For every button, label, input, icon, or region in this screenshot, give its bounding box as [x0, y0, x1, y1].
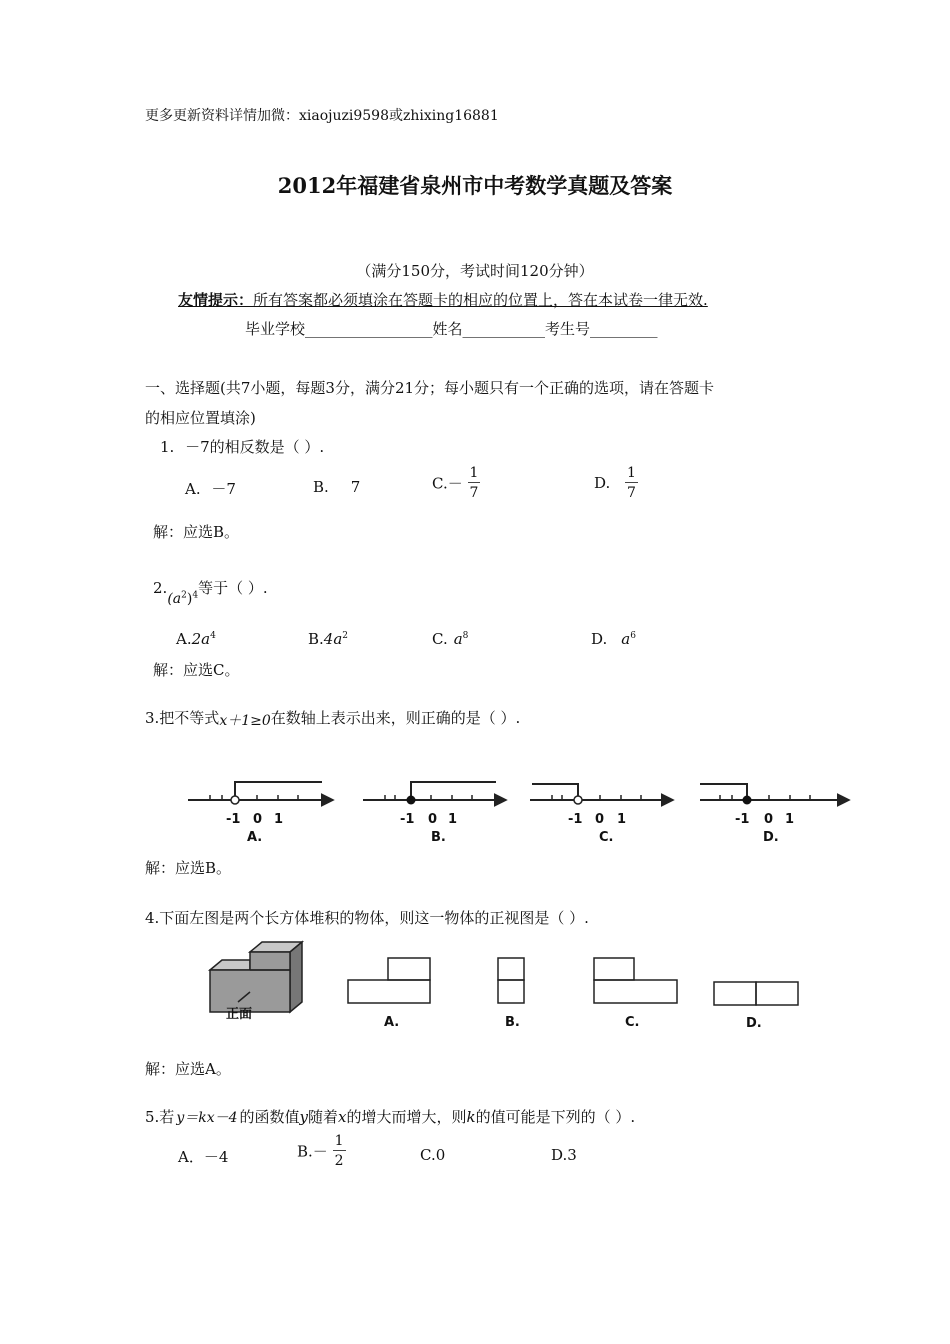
- q2-option-b-coef: 4a: [323, 630, 343, 648]
- q2-option-a: [176, 630, 216, 648]
- q5-option-b-num: 1: [334, 1133, 344, 1149]
- q2-stem-text: 等于（ ）.: [198, 579, 268, 597]
- q5-option-b-fraction: [333, 1134, 346, 1168]
- section1-heading-line1: 一、选择题(共7小题，每题3分，满分21分；每小题只有一个正确的选项，请在答题卡: [145, 379, 715, 397]
- q1-option-d-num: 1: [627, 465, 636, 481]
- q2-stem: [153, 577, 268, 607]
- q3-c-tick-1: 1: [617, 812, 627, 827]
- q2-option-c-label: C.: [432, 630, 448, 648]
- q5-var-y: y: [299, 1108, 309, 1126]
- q2-expr-outer-exp: 4: [192, 590, 199, 601]
- q5-var-k: k: [466, 1108, 476, 1126]
- header-note: 更多更新资料详情加微：xiaojuzi9598或zhixing16881: [145, 108, 499, 124]
- q3-stem-b: 在数轴上表示出来，则正确的是（ ）.: [270, 709, 521, 727]
- q2-option-d-base: a: [621, 630, 631, 648]
- q1-option-a-label: A.: [185, 480, 201, 498]
- q1-option-c: [432, 466, 480, 500]
- q2-option-a-exp: 4: [210, 631, 216, 641]
- q2-answer: 解：应选C。: [153, 661, 240, 679]
- q3-option-d-line[interactable]: [700, 784, 848, 843]
- id-blank[interactable]: _________: [590, 320, 658, 338]
- q5-stem: [145, 1106, 635, 1127]
- q1-stem-text: 的相反数是（ ）.: [209, 438, 325, 456]
- q5-option-c: C.0: [420, 1146, 446, 1164]
- name-blank[interactable]: ___________: [462, 320, 546, 338]
- id-label: 考生号: [545, 320, 591, 338]
- section1-heading-line2: 的相应位置填涂): [145, 409, 256, 427]
- q5-option-b-label: B.－: [297, 1142, 328, 1161]
- q1-option-a: [185, 478, 236, 499]
- q5-option-b-den: 2: [334, 1153, 344, 1169]
- q5-stem-e: 的值可能是下列的（ ）.: [475, 1108, 636, 1126]
- q1-option-d-label: D.: [594, 474, 611, 492]
- q1-option-a-value: －7: [211, 480, 236, 498]
- q3-b-label: B.: [431, 830, 446, 843]
- q4-option-d-figure[interactable]: [714, 982, 798, 1031]
- school-blank[interactable]: _________________: [305, 320, 433, 338]
- q2-option-b: [308, 630, 348, 648]
- q5-option-d: D.3: [551, 1146, 577, 1164]
- q1-answer: 解：应选B。: [153, 523, 240, 541]
- q3-answer: 解：应选B。: [145, 859, 232, 877]
- q5-stem-a: 5.若: [145, 1108, 175, 1126]
- q2-option-b-exp: 2: [342, 631, 349, 641]
- q4-front-label: 正面: [226, 1007, 253, 1022]
- q3-d-tick-neg1: -1: [735, 812, 750, 827]
- q4-option-b-figure[interactable]: [498, 958, 524, 1030]
- q3-b-tick-0: 0: [428, 812, 438, 827]
- q4-a-label: A.: [384, 1015, 400, 1030]
- q2-expression: [167, 591, 198, 607]
- q3-option-c-line[interactable]: [530, 784, 672, 843]
- q2-option-b-label: B.: [308, 630, 324, 648]
- q2-option-a-coef: 2a: [191, 630, 211, 648]
- q2-option-c-exp: 8: [462, 631, 469, 641]
- q1-stem: [160, 436, 324, 457]
- q2-option-c: [432, 630, 468, 648]
- q1-option-c-fraction: [468, 466, 481, 500]
- q4-b-label: B.: [505, 1015, 520, 1030]
- q3-a-label: A.: [247, 830, 263, 843]
- q2-option-d-label: D.: [591, 630, 608, 648]
- q1-expr: －7: [185, 438, 210, 456]
- q5-function: y＝kx－4: [176, 1110, 238, 1126]
- q3-d-tick-0: 0: [764, 812, 774, 827]
- q3-a-tick-neg1: -1: [226, 812, 241, 827]
- q1-option-d-den: 7: [627, 485, 636, 501]
- tip-text: 所有答案都必须填涂在答题卡的相应的位置上，答在本试卷一律无效.: [253, 291, 708, 309]
- q2-option-c-base: a: [453, 630, 463, 648]
- q1-option-c-den: 7: [469, 485, 479, 501]
- q5-stem-b: 的函数值: [239, 1108, 300, 1126]
- q4-answer: 解：应选A。: [145, 1060, 231, 1078]
- student-info-line: [245, 318, 658, 339]
- q2-option-d-exp: 6: [630, 631, 636, 641]
- q3-b-tick-1: 1: [448, 812, 458, 827]
- q5-stem-d: 的增大而增大，则: [346, 1108, 467, 1126]
- q3-stem-a: 3.把不等式: [145, 709, 220, 727]
- q3-option-b-line[interactable]: [363, 782, 505, 843]
- q1-option-b-value: 7: [350, 478, 361, 496]
- q1-option-c-num: 1: [469, 465, 479, 481]
- page-title: 2012年福建省泉州市中考数学真题及答案: [277, 173, 673, 198]
- q1-option-d-fraction: [625, 466, 638, 500]
- q2-expr-close: ): [186, 591, 193, 607]
- q4-option-a-figure[interactable]: [348, 958, 430, 1030]
- q3-option-a-line[interactable]: [188, 782, 332, 843]
- q1-option-c-label: C.－: [432, 474, 463, 493]
- q3-d-label: D.: [763, 830, 779, 843]
- q3-a-tick-0: 0: [253, 812, 263, 827]
- q4-d-label: D.: [746, 1016, 762, 1031]
- q5-option-b: [297, 1134, 346, 1168]
- q4-stem: 4.下面左图是两个长方体堆积的物体，则这一物体的正视图是（ ）.: [145, 909, 589, 927]
- tip-line: [178, 289, 708, 310]
- q1-option-b-label: B.: [313, 478, 329, 496]
- q2-option-a-label: A.: [176, 630, 192, 648]
- q2-expr-inner-exp: 2: [181, 590, 187, 601]
- q4-c-label: C.: [625, 1015, 640, 1030]
- q3-inequality: x＋1≥0: [219, 713, 271, 729]
- school-label: 毕业学校: [245, 320, 306, 338]
- q2-option-d: [591, 630, 636, 648]
- q5-option-a: A．－4: [178, 1148, 229, 1166]
- q1-option-b: [313, 478, 360, 496]
- q3-stem: [145, 707, 520, 728]
- q4-option-c-figure[interactable]: [594, 958, 677, 1030]
- q3-number-lines: [180, 768, 860, 843]
- q5-stem-c: 随着: [308, 1108, 339, 1126]
- q2-number: 2.: [153, 579, 168, 597]
- q1-option-d: [594, 466, 638, 500]
- exam-info: （满分150分，考试时间120分钟）: [356, 262, 594, 280]
- q4-solid-figure: [210, 942, 302, 1022]
- q2-expr-base: (a: [167, 591, 182, 607]
- q1-number: 1.: [160, 438, 175, 456]
- tip-label: 友情提示：: [178, 291, 254, 309]
- q3-b-tick-neg1: -1: [400, 812, 415, 827]
- q3-a-tick-1: 1: [274, 812, 284, 827]
- q3-c-tick-0: 0: [595, 812, 605, 827]
- q4-figures: [150, 936, 870, 1036]
- q3-c-tick-neg1: -1: [568, 812, 583, 827]
- q5-var-x: x: [338, 1108, 347, 1126]
- q3-c-label: C.: [599, 830, 614, 843]
- name-label: 姓名: [432, 320, 463, 338]
- q3-d-tick-1: 1: [785, 812, 795, 827]
